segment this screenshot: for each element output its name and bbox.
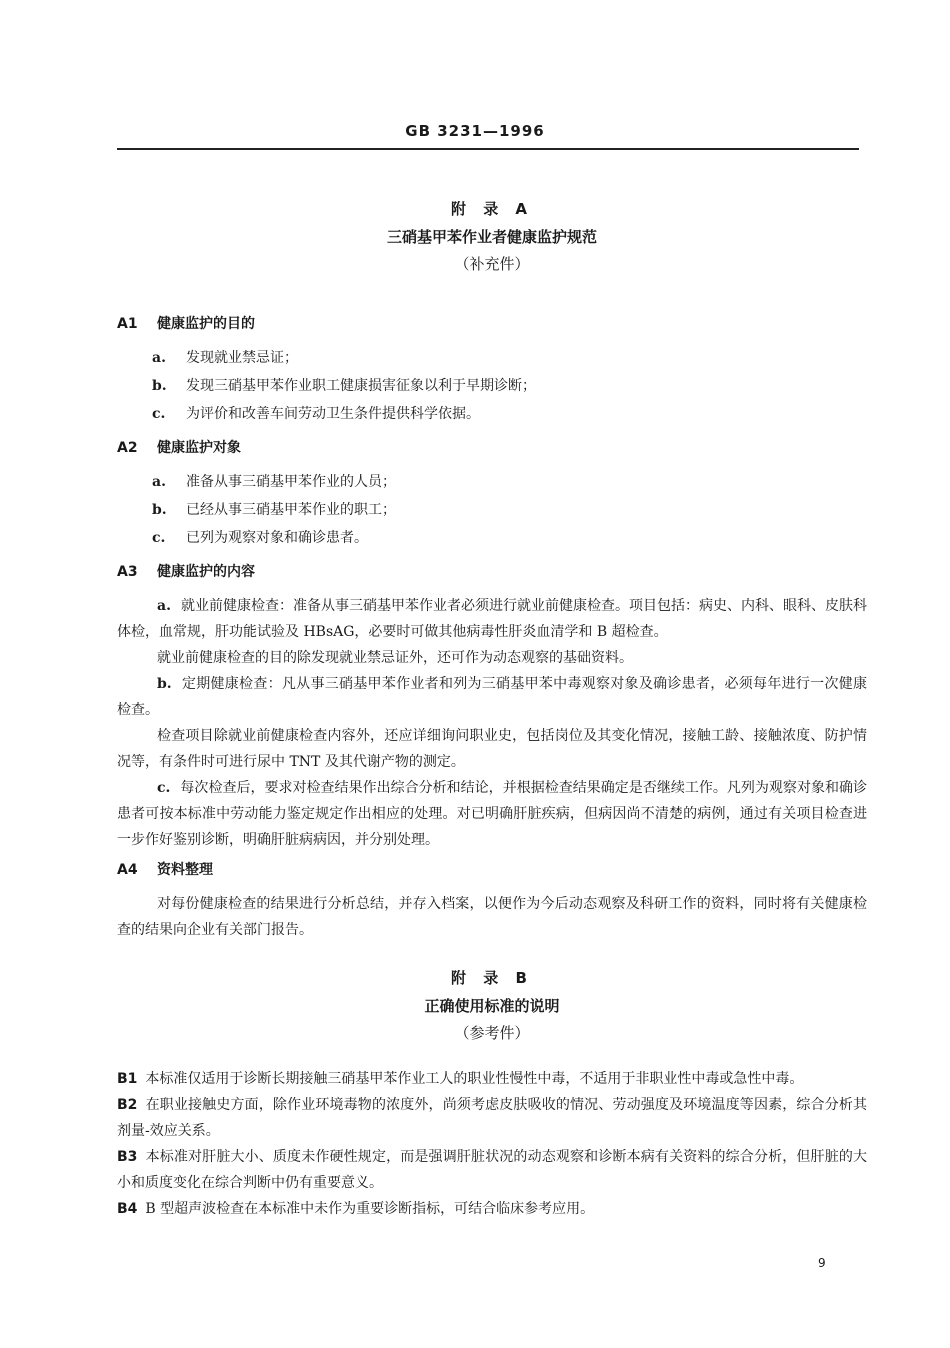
item-text: 准备从事三硝基甲苯作业的人员；: [186, 474, 396, 490]
item-text: 已经从事三硝基甲苯作业的职工；: [186, 502, 396, 518]
section-number: A2: [117, 440, 138, 456]
item-label: b.: [152, 378, 167, 394]
section-title: 资料整理: [157, 862, 213, 878]
header-rule: [117, 148, 859, 150]
paragraph-label: c.: [157, 780, 171, 796]
item-label: c.: [152, 530, 166, 546]
list-item: [117, 471, 867, 491]
item-number: B1: [117, 1071, 138, 1087]
section-heading: [117, 313, 867, 333]
section-number: A1: [117, 316, 138, 332]
appendix-b-title: 正确使用标准的说明: [424, 997, 560, 1015]
appendix-a-title: 三硝基甲苯作业者健康监护规范: [386, 228, 597, 246]
item-number: B3: [117, 1149, 138, 1165]
appendix-b-label: 附 录 B: [451, 969, 533, 987]
list-item: [117, 1196, 867, 1222]
list-item: [117, 1092, 867, 1144]
item-text: 本标准仅适用于诊断长期接触三硝基甲苯作业工人的职业性慢性中毒，不适用于非职业性中毒或急性中毒。: [145, 1071, 804, 1087]
list-item: [117, 1144, 867, 1196]
item-label: c.: [152, 406, 166, 422]
paragraph-text: 每次检查后，要求对检查结果作出综合分析和结论，并根据检查结果确定是否继续工作。凡列为观察对象和确诊患者可按本标准中劳动能力鉴定规定作出相应的处理。对已明确肝脏疾病，但病因尚不清楚的病例，通过有关项目检查进一步作好鉴别诊断，明确肝脏病病因，并分别处理。: [117, 780, 867, 848]
item-text: 为评价和改善车间劳动卫生条件提供科学依据。: [186, 406, 480, 422]
item-text: 已列为观察对象和确诊患者。: [186, 530, 368, 546]
list-item: [117, 375, 867, 395]
section-a1: [117, 313, 867, 423]
list-item: [117, 1066, 867, 1092]
item-label: a.: [152, 350, 166, 366]
page-number: 9: [818, 1256, 826, 1270]
appendix-b-items: [117, 1066, 867, 1222]
paragraph: [117, 671, 867, 723]
item-text: 发现就业禁忌证；: [186, 350, 298, 366]
paragraph-text: 就业前健康检查：准备从事三硝基甲苯作业者必须进行就业前健康检查。项目包括：病史、内科、眼科、皮肤科体检，血常规，肝功能试验及 HBsAG，必要时可做其他病毒性肝炎血清学和 B 超检查。: [117, 598, 867, 640]
item-text: B 型超声波检查在本标准中未作为重要诊断指标，可结合临床参考应用。: [145, 1201, 595, 1217]
appendix-b-subtitle: （参考件）: [454, 1024, 530, 1042]
item-number: B2: [117, 1097, 138, 1113]
item-label: a.: [152, 474, 166, 490]
list-item: [117, 527, 867, 547]
item-text: 本标准对肝脏大小、质度未作硬性规定，而是强调肝脏状况的动态观察和诊断本病有关资料的综合分析，但肝脏的大小和质度变化在综合判断中仍有重要意义。: [117, 1149, 867, 1191]
section-number: A4: [117, 862, 138, 878]
paragraph-text: 对每份健康检查的结果进行分析总结，并存入档案，以便作为今后动态观察及科研工作的资料，同时将有关健康检查的结果向企业有关部门报告。: [117, 896, 867, 938]
section-title: 健康监护的目的: [157, 316, 255, 332]
section-heading: [117, 561, 867, 581]
section-title: 健康监护的内容: [157, 564, 255, 580]
paragraph-text: 检查项目除就业前健康检查内容外，还应详细询问职业史，包括岗位及其变化情况，接触工龄、接触浓度、防护情况等，有条件时可进行尿中 TNT 及其代谢产物的测定。: [117, 728, 867, 770]
paragraph-text: 定期健康检查：凡从事三硝基甲苯作业者和列为三硝基甲苯中毒观察对象及确诊患者，必须每年进行一次健康检查。: [117, 676, 867, 718]
paragraph: [117, 723, 867, 775]
appendix-a-subtitle: （补充件）: [454, 255, 530, 273]
paragraph: [117, 775, 867, 853]
paragraph-text: 就业前健康检查的目的除发现就业禁忌证外，还可作为动态观察的基础资料。: [157, 650, 633, 666]
paragraph-label: b.: [157, 676, 172, 692]
section-a4: [117, 859, 867, 943]
section-a2: [117, 437, 867, 547]
item-label: b.: [152, 502, 167, 518]
appendix-a-heading: [117, 198, 867, 274]
paragraph: [117, 593, 867, 645]
paragraph-label: a.: [157, 598, 171, 614]
item-number: B4: [117, 1201, 138, 1217]
appendix-a-label: 附 录 A: [450, 200, 534, 218]
standard-number-header: GB 3231—1996: [405, 122, 545, 140]
list-item: [117, 347, 867, 367]
section-heading: [117, 859, 867, 879]
section-heading: [117, 437, 867, 457]
list-item: [117, 403, 867, 423]
section-number: A3: [117, 564, 138, 580]
paragraph: [117, 645, 867, 671]
item-text: 发现三硝基甲苯作业职工健康损害征象以利于早期诊断；: [186, 378, 536, 394]
list-item: [117, 499, 867, 519]
section-title: 健康监护对象: [157, 440, 241, 456]
appendix-b-heading: [117, 967, 867, 1043]
item-text: 在职业接触史方面，除作业环境毒物的浓度外，尚须考虑皮肤吸收的情况、劳动强度及环境温度等因素，综合分析其剂量-效应关系。: [117, 1097, 867, 1139]
section-a3: [117, 561, 867, 853]
paragraph: [117, 891, 867, 943]
